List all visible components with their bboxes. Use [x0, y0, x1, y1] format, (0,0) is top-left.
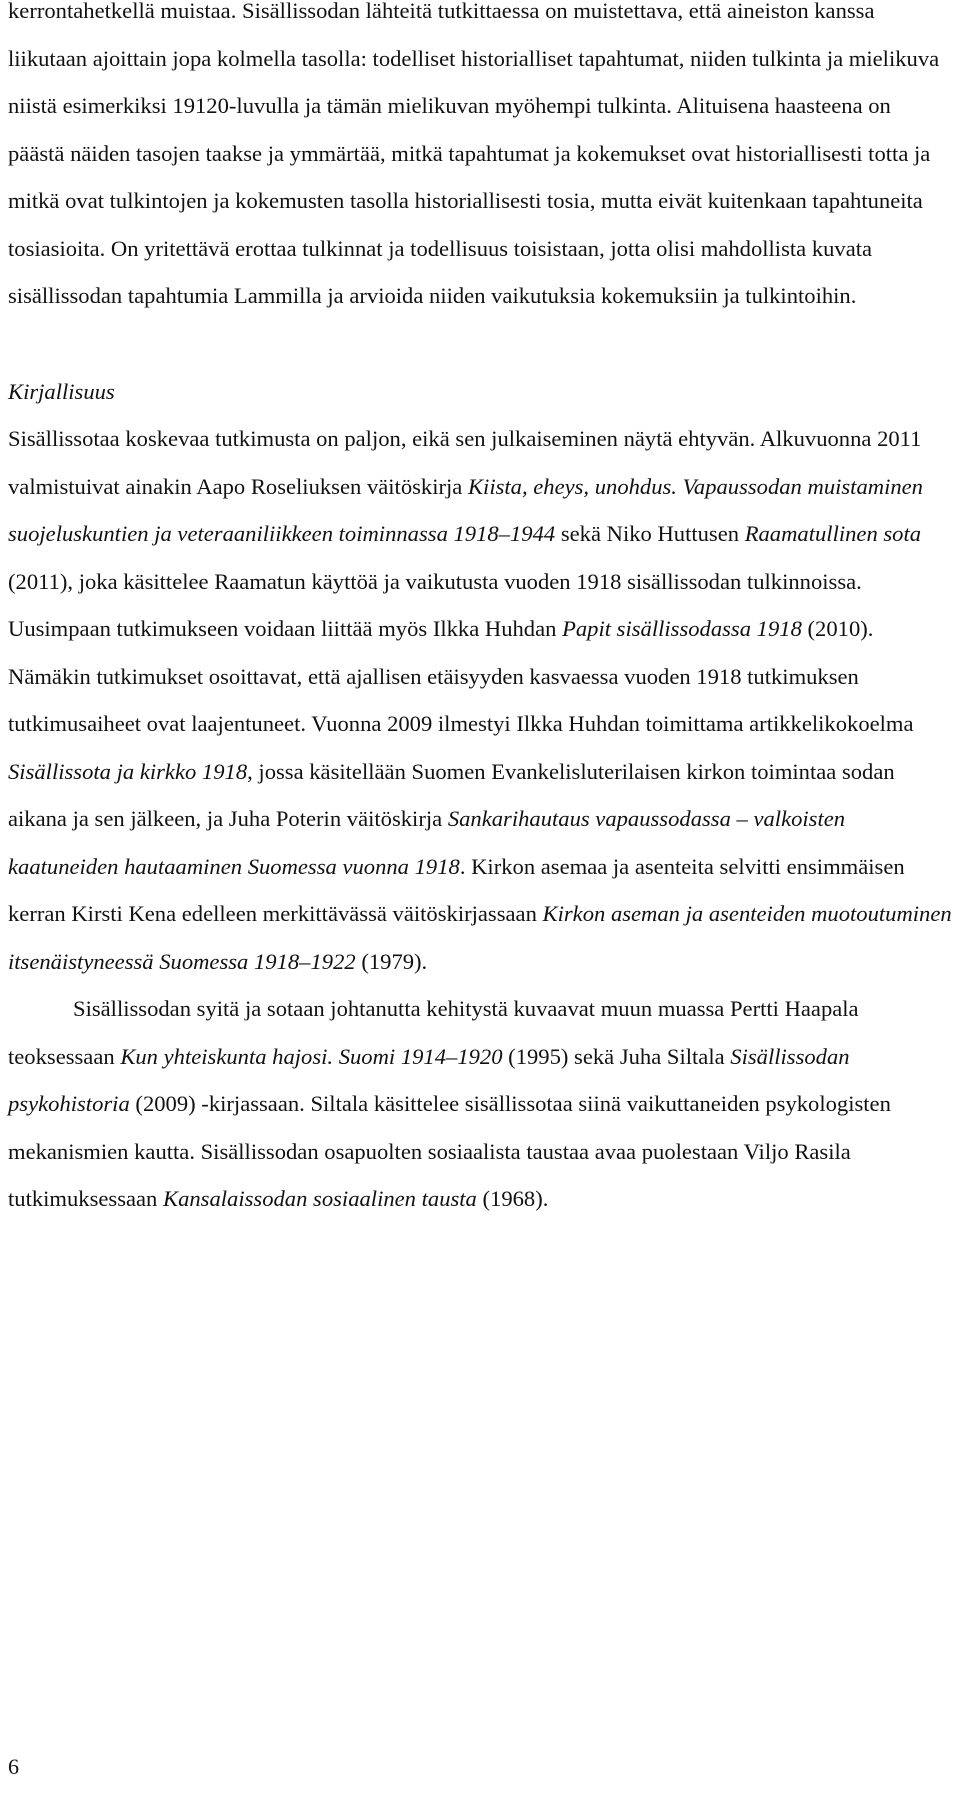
paragraph-text: Sisällissodan syitä ja sotaan johtanutta kehitystä kuvaavat muun muassa Pertti Haapala teoksessaan: [8, 996, 859, 1069]
book-title-italic: Papit sisällissodassa 1918: [562, 616, 802, 641]
book-title-italic: Sankarihautaus vapaussodassa – valkoisten kaatuneiden hautaaminen Suomessa vuonna 1918: [8, 806, 846, 879]
book-title-italic: Sisällissota ja kirkko 1918: [8, 758, 248, 784]
page-number: 6: [8, 1754, 19, 1779]
paragraph-text: (1995) sekä Juha Siltala: [502, 1043, 731, 1069]
book-title-italic: Kirkon aseman ja asenteiden muotoutuminen itsenäistyneessä Suomessa 1918–1922: [8, 901, 952, 974]
paragraph-text: , jossa käsitellään Suomen Evankelisluterilaisen kirkon toimintaa sodan aikana ja sen jälkeen, ja Juha Poterin väitöskirja: [8, 758, 895, 831]
paragraph-text: (1968).: [476, 1186, 549, 1211]
book-title-italic: Raamatullinen sota: [744, 521, 922, 546]
body-paragraph-1: [8, 0, 952, 320]
book-title-italic: Kiista, eheys, unohdus. Vapaussodan muistaminen suojeluskuntien ja veteraaniliikkeen toiminnassa 1918–1944: [8, 473, 923, 546]
paragraph-text: . Kirkon asemaa ja asenteita selvitti ensimmäisen kerran Kirsti Kena edelleen merkittävässä väitöskirjassaan: [8, 853, 905, 926]
body-paragraph-3: [8, 985, 952, 1223]
book-title-italic: Sisällissodan psykohistoria: [8, 1043, 850, 1116]
document-page: [8, 0, 952, 1223]
paragraph-text: (2009) -kirjassaan. Siltala käsittelee sisällissotaa siinä vaikuttaneiden psykologisten mekanismien kautta. Sisällissodan osapuolten sosiaalista taustaa avaa puolestaan Viljo Rasila tutkimuksessaan: [8, 1091, 891, 1211]
body-paragraph-2: [8, 415, 952, 985]
paragraph-text: kerrontahetkellä muistaa. Sisällissodan lähteitä tutkittaessa on muistettava, että aineiston kanssa liikutaan ajoittain jopa kolmella tasolla: todelliset historialliset tapahtumat, niiden tulkinta ja mielikuva niistä esimerkiksi 19120-luvulla ja tämän mielikuvan myöhempi tulkinta. Alituisena haasteena on päästä näiden tasojen taakse ja ymmärtää, mitkä tapahtumat ja kokemukset ovat historiallisesti totta ja mitkä ovat tulkintojen ja kokemusten tasolla historiallisesti tosia, mutta eivät kuitenkaan tapahtuneita tosiasioita. On yritettävä erottaa tulkinnat ja todellisuus toisistaan, jotta olisi mahdollista kuvata sisällissodan tapahtumia Lammilla ja arvioida niiden vaikutuksia kokemuksiin ja tulkintoihin.: [8, 0, 940, 308]
paragraph-text: (2011), joka käsittelee Raamatun käyttöä ja vaikutusta vuoden 1918 sisällissodan tulkinnoissa. Uusimpaan tutkimukseen voidaan liittää myös Ilkka Huhdan: [8, 568, 862, 641]
section-heading-kirjallisuus: Kirjallisuus: [8, 378, 115, 404]
paragraph-text: (2010). Nämäkin tutkimukset osoittavat, että ajallisen etäisyyden kasvaessa vuoden 1918 tutkimuksen tutkimusaiheet ovat laajentuneet. Vuonna 2009 ilmestyi Ilkka Huhdan toimittama artikkelikokoelma: [8, 616, 914, 736]
paragraph-text: sekä Niko Huttusen: [555, 521, 745, 546]
book-title-italic: Kansalaissodan sosiaalinen tausta: [163, 1186, 477, 1211]
paragraph-text: (1979).: [355, 948, 428, 974]
paragraph-text: Sisällissotaa koskevaa tutkimusta on paljon, eikä sen julkaiseminen näytä ehtyvän. Alkuvuonna 2011 valmistuivat ainakin Aapo Roseliuksen väitöskirja: [8, 426, 922, 499]
book-title-italic: Kun yhteiskunta hajosi. Suomi 1914–1920: [120, 1043, 503, 1069]
